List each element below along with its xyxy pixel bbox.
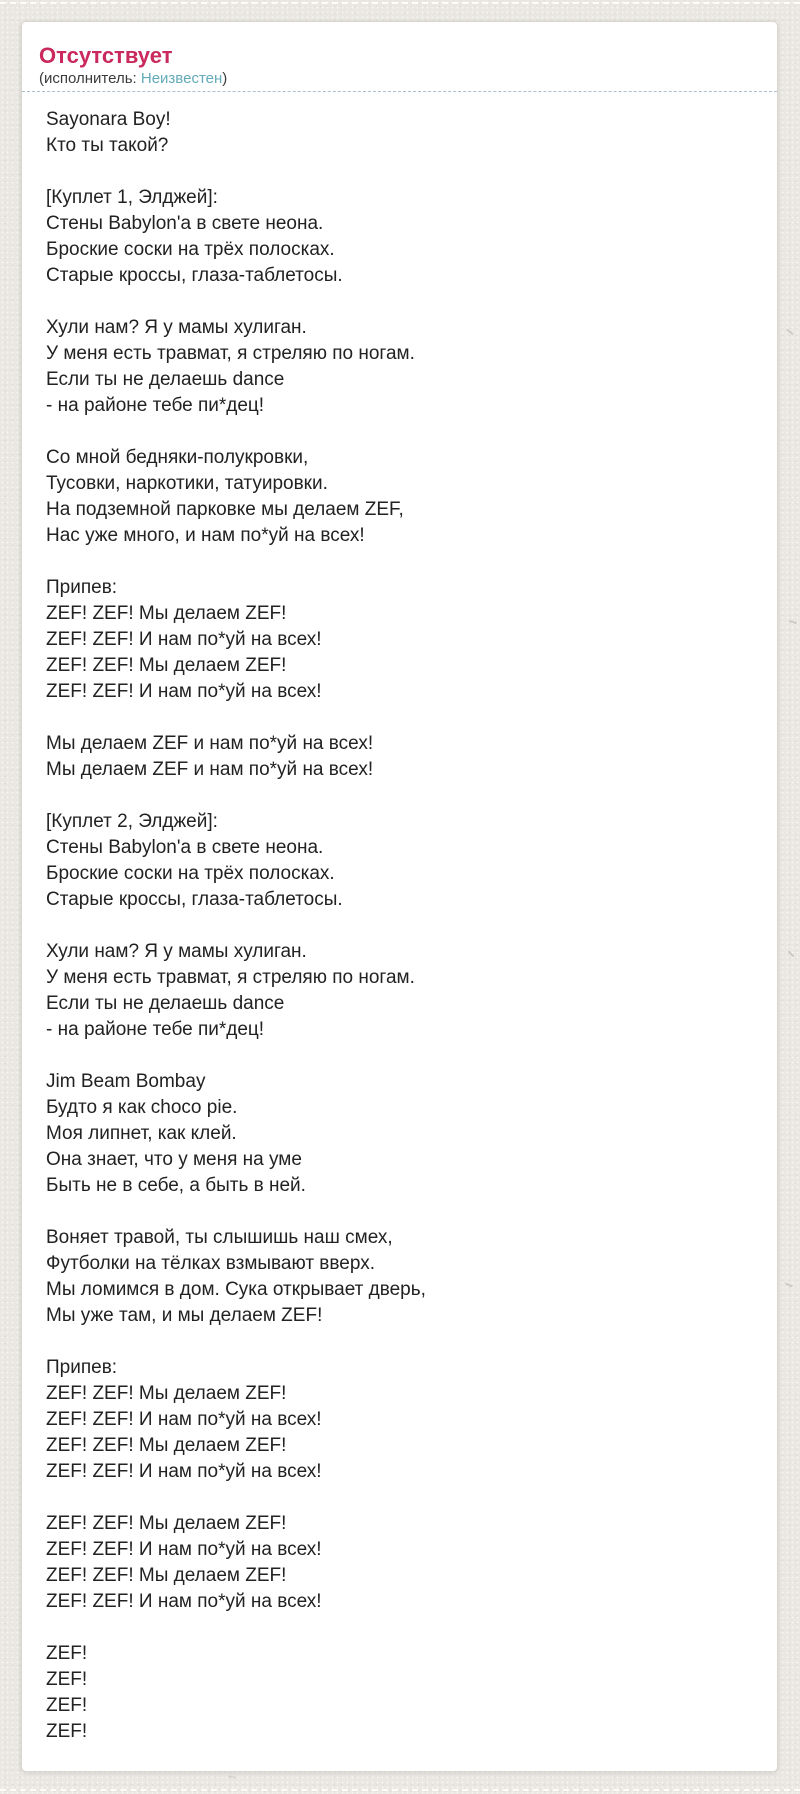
lyrics-line: Припев: xyxy=(46,577,118,598)
lyrics-line: - на районе тебе пи*дец! xyxy=(46,395,265,416)
lyrics-line: Мы ломимся в дом. Сука открывает дверь, xyxy=(46,1279,426,1300)
lyrics-line: ZEF! ZEF! Мы делаем ZEF! xyxy=(46,1435,287,1456)
lyrics-stanza xyxy=(46,185,753,289)
lyrics-line: - на районе тебе пи*дец! xyxy=(46,1019,265,1040)
lyrics-line: Со мной бедняки-полукровки, xyxy=(46,447,309,468)
lyrics-line: Старые кроссы, глаза-таблетосы. xyxy=(46,889,343,910)
lyrics-line: [Куплет 1, Элджей]: xyxy=(46,187,218,208)
lyrics-line: ZEF! ZEF! Мы делаем ZEF! xyxy=(46,1383,287,1404)
page-top-dashed-edge xyxy=(0,2,800,4)
lyrics-line: Мы делаем ZEF и нам по*уй на всех! xyxy=(46,759,374,780)
lyrics-line: Воняет травой, ты слышишь наш смех, xyxy=(46,1227,393,1248)
lyrics-stanza xyxy=(46,939,753,1043)
lyrics-line: ZEF! ZEF! Мы делаем ZEF! xyxy=(46,655,287,676)
lyrics-stanza xyxy=(46,107,753,159)
lyrics-line: Sayonara Boy! xyxy=(46,109,171,130)
texture-speck xyxy=(787,951,794,958)
lyrics-line: Она знает, что у меня на уме xyxy=(46,1149,302,1170)
lyrics-line: Броские соски на трёх полосках. xyxy=(46,239,335,260)
lyrics-line: ZEF! ZEF! И нам по*уй на всех! xyxy=(46,1409,322,1430)
lyrics-line: [Куплет 2, Элджей]: xyxy=(46,811,218,832)
lyrics-line: Тусовки, наркотики, татуировки. xyxy=(46,473,328,494)
lyrics-stanza xyxy=(46,1511,753,1615)
texture-speck xyxy=(228,1775,236,1778)
lyrics-line: ZEF! ZEF! И нам по*уй на всех! xyxy=(46,681,322,702)
lyrics-line: ZEF! xyxy=(46,1643,88,1664)
song-header xyxy=(22,22,777,92)
lyrics-line: На подземной парковке мы делаем ZEF, xyxy=(46,499,404,520)
lyrics-line: Броские соски на трёх полосках. xyxy=(46,863,335,884)
lyrics-line: Припев: xyxy=(46,1357,118,1378)
lyrics-line: Быть не в себе, а быть в ней. xyxy=(46,1175,306,1196)
lyrics-line: Хули нам? Я у мамы хулиган. xyxy=(46,317,307,338)
lyrics-stanza xyxy=(46,445,753,549)
lyrics-line: Если ты не делаешь dance xyxy=(46,993,285,1014)
lyrics-stanza xyxy=(46,315,753,419)
lyrics-line: Мы уже там, и мы делаем ZEF! xyxy=(46,1305,323,1326)
lyrics-line: Если ты не делаешь dance xyxy=(46,369,285,390)
lyrics-line: У меня есть травмат, я стреляю по ногам. xyxy=(46,343,415,364)
lyrics-line: Моя липнет, как клей. xyxy=(46,1123,237,1144)
page-bottom-dashed-edge xyxy=(0,1789,800,1791)
lyrics-line: ZEF! ZEF! Мы делаем ZEF! xyxy=(46,1565,287,1586)
lyrics-line: Нас уже много, и нам по*уй на всех! xyxy=(46,525,365,546)
artist-link[interactable]: Неизвестен xyxy=(140,70,223,87)
song-title: Отсутствует xyxy=(39,43,173,68)
lyrics-line: ZEF! ZEF! И нам по*уй на всех! xyxy=(46,1461,322,1482)
lyrics-line: Хули нам? Я у мамы хулиган. xyxy=(46,941,307,962)
lyrics-line: Стены Babylon'a в свете неона. xyxy=(46,213,324,234)
lyrics-line: Стены Babylon'a в свете неона. xyxy=(46,837,324,858)
lyrics-line: У меня есть травмат, я стреляю по ногам. xyxy=(46,967,415,988)
lyrics-line: Мы делаем ZEF и нам по*уй на всех! xyxy=(46,733,374,754)
lyrics-card xyxy=(21,21,778,1772)
lyrics-stanza xyxy=(46,731,753,783)
lyrics-line: ZEF! ZEF! Мы делаем ZEF! xyxy=(46,603,287,624)
lyrics-line: Старые кроссы, глаза-таблетосы. xyxy=(46,265,343,286)
lyrics-line: ZEF! xyxy=(46,1721,88,1742)
lyrics-line: Jim Beam Bombay xyxy=(46,1071,206,1092)
lyrics-line: ZEF! ZEF! Мы делаем ZEF! xyxy=(46,1513,287,1534)
texture-speck xyxy=(786,329,794,335)
lyrics-line: ZEF! xyxy=(46,1669,88,1690)
lyrics-line: ZEF! ZEF! И нам по*уй на всех! xyxy=(46,629,322,650)
lyrics-line: Будто я как choco pie. xyxy=(46,1097,238,1118)
artist-label-suffix: ) xyxy=(222,70,228,87)
lyrics-stanza xyxy=(46,1355,753,1485)
lyrics-stanza xyxy=(46,1069,753,1199)
artist-line xyxy=(39,69,760,89)
lyrics-line: Кто ты такой? xyxy=(46,135,169,156)
lyrics-stanza xyxy=(46,809,753,913)
lyrics-line: ZEF! ZEF! И нам по*уй на всех! xyxy=(46,1591,322,1612)
artist-label-prefix: (исполнитель: xyxy=(39,70,141,87)
lyrics-line: Футболки на тёлках взмывают вверх. xyxy=(46,1253,375,1274)
lyrics xyxy=(22,92,777,1771)
lyrics-stanza xyxy=(46,1225,753,1329)
lyrics-stanza xyxy=(46,1641,753,1745)
lyrics-line: ZEF! xyxy=(46,1695,88,1716)
texture-speck xyxy=(789,620,797,624)
lyrics-line: ZEF! ZEF! И нам по*уй на всех! xyxy=(46,1539,322,1560)
lyrics-stanza xyxy=(46,575,753,705)
texture-speck xyxy=(785,1282,793,1287)
